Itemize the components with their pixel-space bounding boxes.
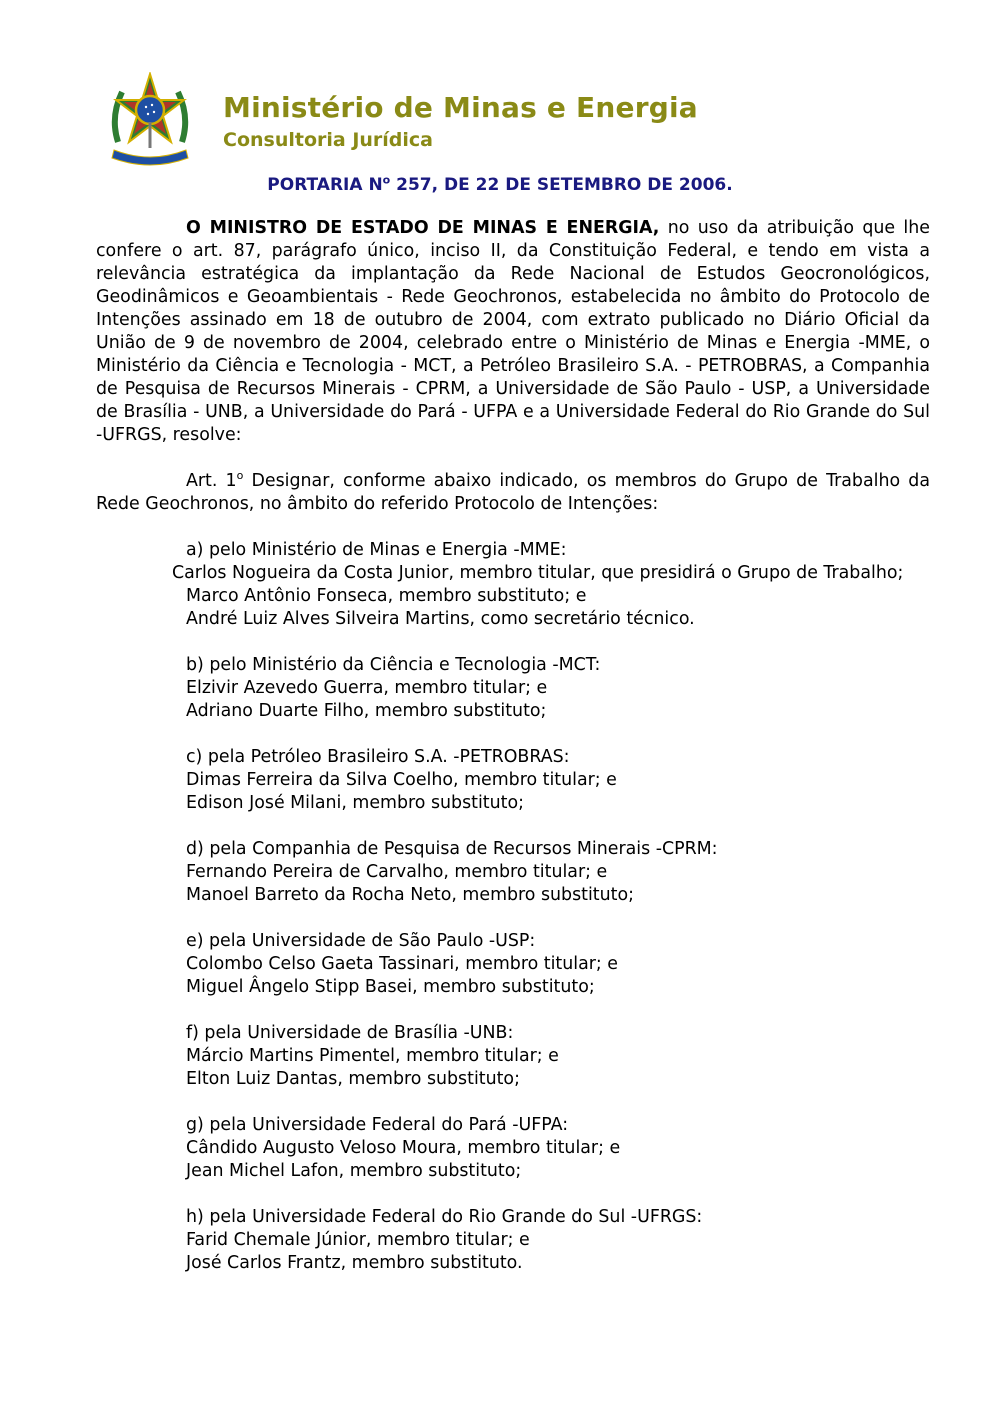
- coat-of-arms-emblem: [108, 72, 192, 168]
- group-heading: c) pela Petróleo Brasileiro S.A. -PETROBRAS:: [186, 747, 570, 767]
- group-e: [96, 930, 930, 999]
- group-heading: g) pela Universidade Federal do Pará -UFPA:: [186, 1115, 569, 1135]
- group-b: [96, 654, 930, 723]
- preamble-paragraph: [96, 217, 930, 447]
- member-line: Fernando Pereira de Carvalho, membro titular; e: [186, 862, 608, 882]
- title-rest: 257, DE 22 DE SETEMBRO DE 2006.: [390, 175, 733, 195]
- group-h: [96, 1206, 930, 1275]
- letterhead: [108, 72, 908, 172]
- title-prefix: PORTARIA N: [267, 175, 383, 195]
- member-line: Carlos Nogueira da Costa Junior, membro titular, que presidirá o Grupo de Trabalho;: [172, 563, 904, 583]
- preamble-lead: O MINISTRO DE ESTADO DE MINAS E ENERGIA,: [186, 218, 660, 238]
- group-heading: b) pelo Ministério da Ciência e Tecnologia -MCT:: [186, 655, 601, 675]
- member-line: Elzivir Azevedo Guerra, membro titular; e: [186, 678, 548, 698]
- group-heading: f) pela Universidade de Brasília -UNB:: [186, 1023, 514, 1043]
- member-line: Cândido Augusto Veloso Moura, membro titular; e: [186, 1138, 621, 1158]
- member-line: Marco Antônio Fonseca, membro substituto; e: [186, 586, 587, 606]
- member-line: Jean Michel Lafon, membro substituto;: [186, 1161, 522, 1181]
- group-a: [96, 539, 930, 631]
- preamble-text: no uso da atribuição que lhe confere o art. 87, parágrafo único, inciso II, da Constituição Federal, e tendo em vista a relevância estratégica da implantação da Rede Nacional de Estudos Geocronológicos, Geodinâmicos e Geoambientais - Rede Geochronos, estabelecida no âmbito do Protocolo de Intenções assinado em 18 de outubro de 2004, com extrato publicado no Diário Oficial da União de 9 de novembro de 2004, celebrado entre o Ministério de Minas e Energia -MME, o Ministério da Ciência e Tecnologia - MCT, a Petróleo Brasileiro S.A. - PETROBRAS, a Companhia de Pesquisa de Recursos Minerais - CPRM, a Universidade de São Paulo - USP, a Universidade de Brasília - UNB, a Universidade do Pará - UFPA e a Universidade Federal do Rio Grande do Sul -UFRGS, resolve:: [96, 218, 930, 445]
- member-line: André Luiz Alves Silveira Martins, como secretário técnico.: [186, 609, 695, 629]
- member-line: Farid Chemale Júnior, membro titular; e: [186, 1230, 530, 1250]
- article-1-ordinal: o: [236, 469, 244, 483]
- group-heading: a) pelo Ministério de Minas e Energia -MME:: [186, 540, 567, 560]
- member-line: Elton Luiz Dantas, membro substituto;: [186, 1069, 520, 1089]
- member-line: Dimas Ferreira da Silva Coelho, membro titular; e: [186, 770, 617, 790]
- group-heading: d) pela Companhia de Pesquisa de Recursos Minerais -CPRM:: [186, 839, 718, 859]
- member-line: Adriano Duarte Filho, membro substituto;: [186, 701, 547, 721]
- member-line: Miguel Ângelo Stipp Basei, membro substituto;: [186, 977, 595, 997]
- member-line: José Carlos Frantz, membro substituto.: [186, 1253, 523, 1273]
- group-heading: h) pela Universidade Federal do Rio Grande do Sul -UFRGS:: [186, 1207, 703, 1227]
- article-1-text: Designar, conforme abaixo indicado, os membros do Grupo de Trabalho da Rede Geochronos, no âmbito do referido Protocolo de Intenções:: [96, 471, 930, 514]
- group-g: [96, 1114, 930, 1183]
- group-c: [96, 746, 930, 815]
- group-d: [96, 838, 930, 907]
- group-heading: e) pela Universidade de São Paulo -USP:: [186, 931, 536, 951]
- ministry-unit: Consultoria Jurídica: [223, 129, 434, 151]
- ministry-name: Ministério de Minas e Energia: [223, 91, 698, 124]
- document-title: [0, 175, 1000, 195]
- title-ordinal: o: [382, 173, 391, 187]
- group-f: [96, 1022, 930, 1091]
- article-1-prefix: Art. 1: [186, 471, 237, 491]
- document-body: [96, 217, 930, 1275]
- article-1-paragraph: [96, 470, 930, 516]
- member-line: Edison José Milani, membro substituto;: [186, 793, 524, 813]
- member-line: Manoel Barreto da Rocha Neto, membro substituto;: [186, 885, 634, 905]
- member-line: Colombo Celso Gaeta Tassinari, membro titular; e: [186, 954, 618, 974]
- member-line: Márcio Martins Pimentel, membro titular; e: [186, 1046, 559, 1066]
